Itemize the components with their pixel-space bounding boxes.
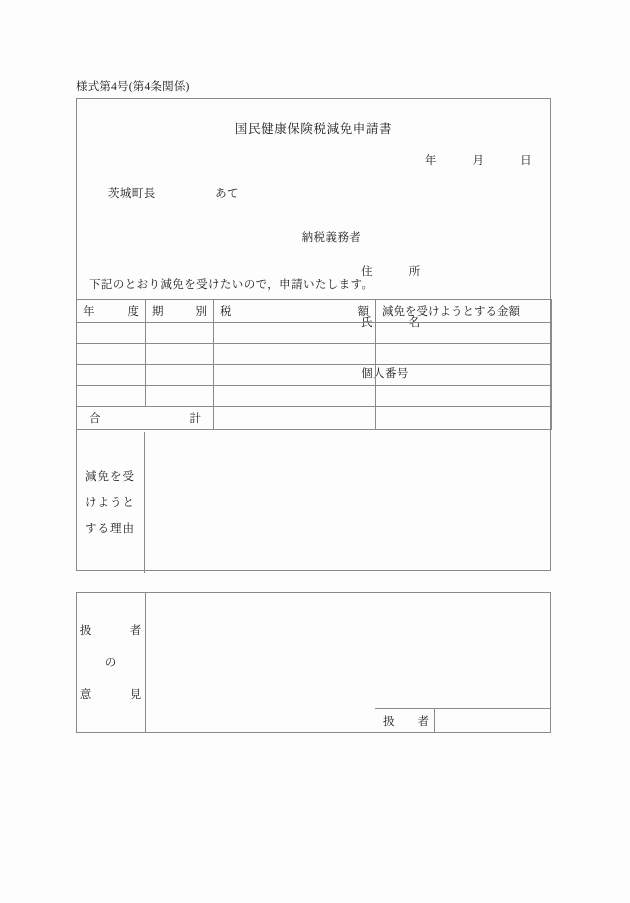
header-tax-char1: 税 xyxy=(220,306,232,318)
cell-year[interactable] xyxy=(77,323,146,344)
page-title: 国民健康保険税減免申請書 xyxy=(234,122,393,136)
taxpayer-label: 納税義務者 xyxy=(301,232,362,244)
table-header-row xyxy=(77,300,552,323)
cell-year[interactable] xyxy=(77,386,146,407)
table-row xyxy=(77,323,552,344)
taxpayer-name-field[interactable]: 氏 名 xyxy=(361,317,421,329)
header-tax-char2: 額 xyxy=(357,306,369,318)
reason-input-area[interactable] xyxy=(145,432,551,573)
total-cell-reduction[interactable] xyxy=(376,407,552,430)
opinion-label xyxy=(77,593,146,732)
form-number-label: 様式第4号(第4条関係) xyxy=(76,81,190,93)
cell-term[interactable] xyxy=(146,344,214,365)
reason-label-line-3: する理由 xyxy=(85,522,135,535)
cell-term[interactable] xyxy=(146,386,214,407)
taxpayer-address-field[interactable]: 住 所 xyxy=(361,266,421,278)
application-main-box xyxy=(76,98,551,571)
cell-tax[interactable] xyxy=(214,344,376,365)
header-year-char1: 年 xyxy=(83,306,95,318)
cell-reduction[interactable] xyxy=(376,365,552,386)
header-cell-tax xyxy=(214,300,376,323)
cell-tax[interactable] xyxy=(214,386,376,407)
cell-reduction[interactable] xyxy=(376,323,552,344)
amount-table xyxy=(76,299,552,430)
opinion-label-line-3: 意 見 xyxy=(79,688,143,701)
handler-label: 扱 者 xyxy=(375,709,435,732)
table-row xyxy=(77,386,552,407)
handler-signature-row xyxy=(375,708,550,732)
total-label-char1: 合 xyxy=(89,413,101,425)
total-label-char2: 計 xyxy=(189,413,201,425)
table-row xyxy=(77,344,552,365)
reason-label xyxy=(76,432,145,573)
table-total-row xyxy=(77,407,552,430)
cell-year[interactable] xyxy=(77,344,146,365)
cell-term[interactable] xyxy=(146,365,214,386)
reason-label-line-1: 減免を受 xyxy=(85,470,135,483)
opinion-label-line-1: 扱 者 xyxy=(79,624,143,637)
cell-tax[interactable] xyxy=(214,323,376,344)
cell-reduction[interactable] xyxy=(376,386,552,407)
reason-section xyxy=(76,432,551,573)
handler-signature-field[interactable] xyxy=(435,709,550,732)
addressee-label: 茨城町長 あて xyxy=(108,188,239,200)
total-label-cell xyxy=(77,407,214,430)
cell-tax[interactable] xyxy=(214,365,376,386)
total-cell-tax[interactable] xyxy=(214,407,376,430)
cell-term[interactable] xyxy=(146,323,214,344)
opinion-label-line-2: の xyxy=(104,656,118,669)
cell-year[interactable] xyxy=(77,365,146,386)
header-term-char2: 別 xyxy=(195,306,207,318)
cell-reduction[interactable] xyxy=(376,344,552,365)
header-term-char1: 期 xyxy=(152,306,164,318)
header-cell-term xyxy=(146,300,214,323)
table-row xyxy=(77,365,552,386)
reason-label-line-2: けようと xyxy=(85,496,135,509)
handler-opinion-box xyxy=(76,592,551,733)
header-reduction-label: 減免を受けようとする金額 xyxy=(382,306,520,318)
header-cell-reduction xyxy=(376,300,552,323)
date-field[interactable]: 年 月 日 xyxy=(424,155,532,167)
header-year-char2: 度 xyxy=(127,306,139,318)
taxpayer-id-number-field[interactable]: 個人番号 xyxy=(361,368,409,380)
header-cell-year xyxy=(77,300,146,323)
application-statement: 下記のとおり減免を受けたいので，申請いたします。 xyxy=(89,279,374,291)
